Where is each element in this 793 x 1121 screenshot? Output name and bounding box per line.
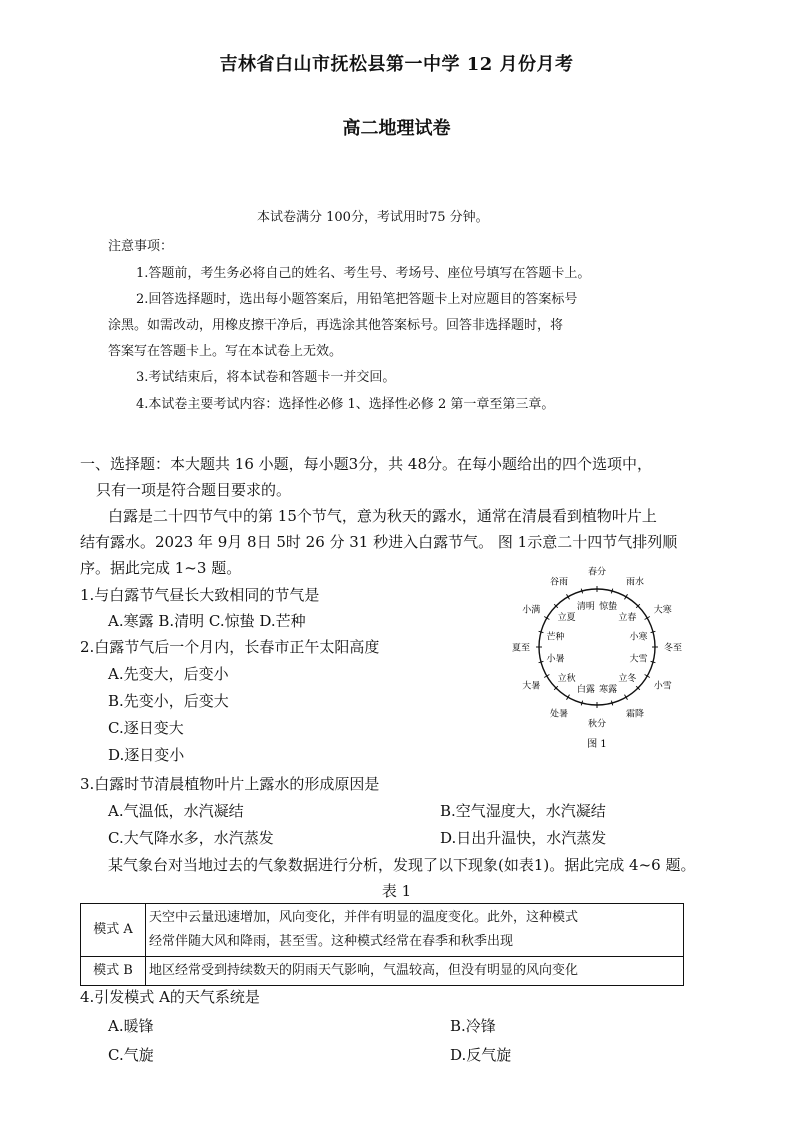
outer-term-label: 谷雨: [549, 577, 569, 588]
q3-option-a: A.气温低，水汽凝结: [108, 802, 244, 820]
table1-row-b-key: 模式 B: [81, 957, 146, 986]
inner-term-label: 芒种: [546, 632, 565, 643]
inner-term-label: 小寒: [629, 632, 648, 643]
table1: [80, 903, 684, 986]
inner-term-labels: [546, 600, 647, 695]
inner-term-label: 清明: [576, 602, 595, 612]
figure1-caption: 图 1: [587, 739, 607, 750]
q4-option-c: C.气旋: [108, 1046, 154, 1064]
notice-item-2-line3: 答案写在答题卡上。写在本试卷上无效。: [108, 344, 343, 359]
table1-row-a-line2: 经常伴随大风和降雨，甚至雪。这种模式经常在春季和秋季出现: [149, 934, 514, 949]
solar-terms-ticks: [536, 586, 658, 708]
term-tick: [651, 631, 656, 632]
notice-item-2-line1: 2.回答选择题时，选出每小题答案后，用铅笔把答题卡上对应题目的答案标号: [136, 292, 578, 307]
inner-term-label: 大雪: [629, 654, 648, 665]
outer-term-label: 霜降: [625, 709, 645, 720]
q2-stem: 2.白露节气后一个月内，长春市正午太阳高度: [80, 638, 380, 656]
inner-term-label: 白露: [576, 685, 595, 695]
term-tick: [611, 589, 612, 594]
q2-option-a: A.先变大，后变小: [108, 665, 229, 683]
table1-row-a-key: 模式 A: [81, 904, 146, 957]
passage1-line1: 白露是二十四节气中的第 15个节气，意为秋天的露水，通常在清晨看到植物叶片上: [108, 507, 657, 525]
q4-option-a: A.暖锋: [108, 1017, 154, 1035]
outer-term-label: 夏至: [511, 643, 531, 654]
inner-term-label: 惊蛰: [599, 602, 618, 612]
outer-term-label: 小满: [522, 605, 541, 616]
notice-item-2-line2: 涂黑。如需改动，用橡皮擦干净后，再选涂其他答案标号。回答非选择题时，将: [108, 318, 564, 333]
q3-option-b: B.空气湿度大，水汽凝结: [440, 802, 606, 820]
outer-term-label: 雨水: [625, 577, 645, 588]
inner-term-label: 小暑: [546, 654, 565, 665]
table-row: [81, 957, 684, 986]
term-tick: [539, 661, 544, 662]
q4-stem: 4.引发模式 A的天气系统是: [80, 988, 260, 1006]
exam-title: 吉林省白山市抚松县第一中学 12 月份月考: [219, 54, 574, 75]
q1-options: A.寒露 B.清明 C.惊蛰 D.芒种: [108, 612, 306, 630]
outer-term-label: 春分: [587, 567, 607, 578]
q2-option-d: D.逐日变小: [108, 746, 185, 764]
outer-term-label: 大暑: [522, 681, 541, 692]
table1-row-a-line1: 天空中云量迅速增加，风向变化，并伴有明显的温度变化。此外，这种模式: [149, 910, 579, 925]
table-row: [81, 904, 684, 957]
q3-option-d: D.日出升温快，水汽蒸发: [440, 829, 607, 847]
table1-row-b-text: 地区经常受到持续数天的阴雨天气影响，气温较高，但没有明显的风向变化: [146, 957, 684, 986]
passage1-line3: 序。据此完成 1~3 题。: [80, 559, 242, 577]
inner-term-label: 立冬: [618, 673, 637, 684]
term-tick: [539, 631, 544, 632]
exam-intro: 本试卷满分 100分，考试用时75 分钟。: [257, 210, 489, 225]
inner-term-label: 寒露: [599, 685, 618, 695]
exam-subtitle: 高二地理试卷: [342, 118, 451, 139]
outer-term-label: 处暑: [549, 709, 569, 720]
q4-option-b: B.冷锋: [450, 1017, 496, 1035]
term-tick: [611, 701, 612, 706]
inner-term-label: 立秋: [557, 673, 576, 684]
q4-option-d: D.反气旋: [450, 1046, 512, 1064]
table1-caption: 表 1: [381, 882, 412, 900]
q2-option-b: B.先变小，后变大: [108, 692, 229, 710]
q3-stem: 3.白露时节清晨植物叶片上露水的形成原因是: [80, 775, 380, 793]
section-heading-line1: 一、选择题：本大题共 16 小题，每小题3分，共 48分。在每小题给出的四个选项中，: [80, 455, 653, 473]
q2-option-c: C.逐日变大: [108, 719, 184, 737]
notice-item-1: 1.答题前，考生务必将自己的姓名、考生号、考场号、座位号填写在答题卡上。: [136, 266, 591, 281]
section-heading-line2: 只有一项是符合题目要求的。: [96, 481, 292, 499]
outer-term-label: 秋分: [587, 719, 607, 730]
q3-option-c: C.大气降水多，水汽蒸发: [108, 829, 274, 847]
outer-term-label: 小雪: [653, 681, 672, 692]
passage1-line2: 结有露水。2023 年 9月 8日 5时 26 分 31 秒进入白露节气。 图 1示意二十四节气排列顺: [80, 533, 678, 551]
term-tick: [651, 661, 656, 662]
outer-term-label: 冬至: [663, 643, 683, 654]
notice-item-4: 4.本试卷主要考试内容：选择性必修 1、选择性必修 2 第一章至第三章。: [136, 397, 555, 412]
term-tick: [581, 701, 582, 706]
notice-heading: 注意事项：: [108, 239, 174, 254]
q1-stem: 1.与白露节气昼长大致相同的节气是: [80, 586, 320, 604]
inner-term-label: 立夏: [557, 613, 576, 624]
outer-term-label: 大寒: [653, 605, 672, 616]
term-tick: [581, 589, 582, 594]
passage2-line1: 某气象台对当地过去的气象数据进行分析，发现了以下现象(如表1)。据此完成 4~6 题。: [108, 856, 696, 874]
inner-term-label: 立春: [618, 613, 637, 624]
solar-terms-figure: [493, 560, 698, 755]
notice-item-3: 3.考试结束后，将本试卷和答题卡一并交回。: [136, 370, 396, 385]
table1-row-a-text: [146, 904, 684, 957]
